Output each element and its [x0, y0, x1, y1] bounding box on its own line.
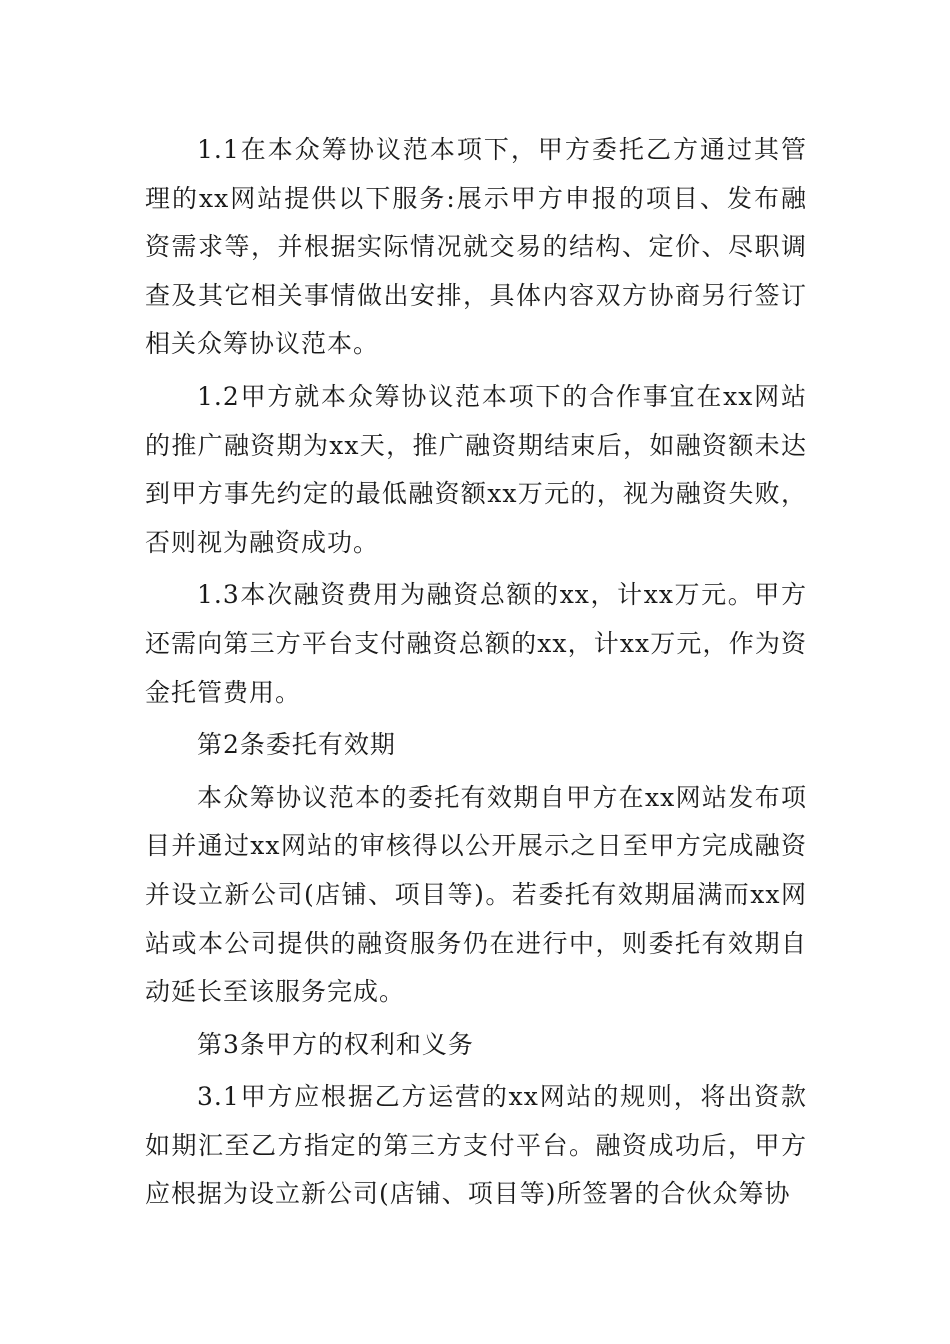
article-3-heading: 第3条甲方的权利和义务 — [197, 1029, 474, 1059]
clause-1-1: 1.1在本众筹协议范本项下，甲方委托乙方通过其管理的xx网站提供以下服务:展示甲方申报的项目、发布融资需求等，并根据实际情况就交易的结构、定价、尽职调查及其它相关事情做出安排，具体内容双方协商另行签订相关众筹协议范本。 — [145, 135, 807, 359]
clause-1-2: 1.2甲方就本众筹协议范本项下的合作事宜在xx网站的推广融资期为xx天，推广融资期结束后，如融资额未达到甲方事先约定的最低融资额xx万元的，视为融资失败，否则视为融资成功。 — [145, 381, 807, 557]
article-2-heading: 第2条委托有效期 — [197, 730, 396, 760]
article-2-body: 本众筹协议范本的委托有效期自甲方在xx网站发布项目并通过xx网站的审核得以公开展示之日至甲方完成融资并设立新公司(店铺、项目等)。若委托有效期届满而xx网站或本公司提供的融资服务仍在进行中，则委托有效期自动延长至该服务完成。 — [145, 782, 807, 1007]
clause-1-3: 1.3本次融资费用为融资总额的xx，计xx万元。甲方还需向第三方平台支付融资总额的xx，计xx万元，作为资金托管费用。 — [145, 580, 807, 707]
clause-3-1: 3.1甲方应根据乙方运营的xx网站的规则，将出资款如期汇至乙方指定的第三方支付平台。融资成功后，甲方应根据为设立新公司(店铺、项目等)所签署的合伙众筹协 — [145, 1082, 807, 1209]
document-page — [145, 126, 807, 1219]
